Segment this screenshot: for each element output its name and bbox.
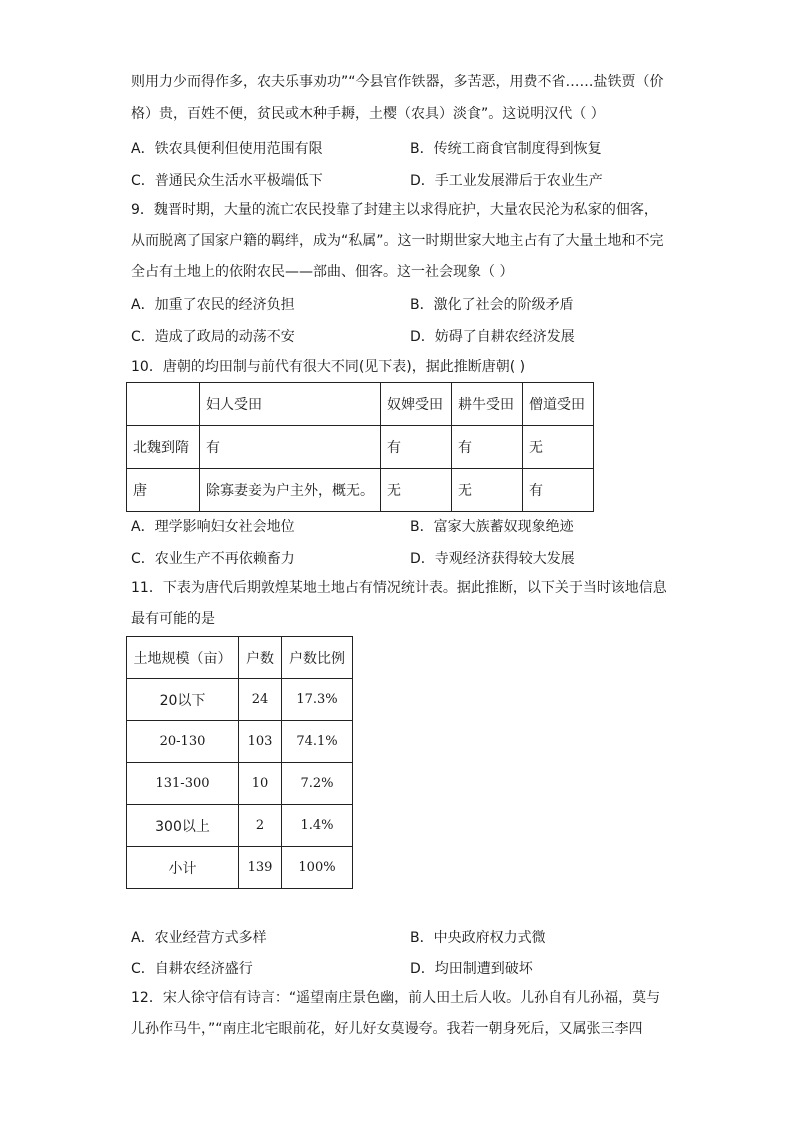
question-11-stem: 11．下表为唐代后期敦煌某地土地占有情况统计表。据此推断，以下关于当时该地信息	[131, 580, 667, 596]
table-row	[127, 721, 353, 763]
table-cell: 103	[239, 721, 282, 763]
table-cell: 户数比例	[282, 637, 353, 679]
passage-line: 则用力少而得作多，农夫乐事劝功”“今县官作铁器，多苦恶，用费不省……盐铁贾（价	[131, 74, 664, 90]
table-cell: 无	[452, 469, 523, 512]
table-cell: 100%	[282, 847, 353, 889]
table-cell: 74.1%	[282, 721, 353, 763]
option-d: D．寺观经济获得较大发展	[410, 551, 575, 567]
question-11-stem: 最有可能的是	[131, 611, 215, 627]
question-9-stem: 从而脱离了国家户籍的羁绊，成为“私属”。这一时期世家大地主占有了大量土地和不完	[131, 233, 664, 249]
table-row	[127, 847, 353, 889]
table-cell: 耕牛受田	[452, 383, 523, 426]
question-12-stem: 儿孙作马牛，”“南庄北宅眼前花，好儿好女莫谩夸。我若一朝身死后，又属张三李四	[131, 1021, 643, 1037]
table-cell: 24	[239, 679, 282, 721]
table-cell: 1.4%	[282, 805, 353, 847]
table-cell: 北魏到隋	[127, 426, 200, 469]
table-cell: 20以下	[127, 679, 239, 721]
option-a: A．农业经营方式多样	[131, 930, 267, 946]
table-cell: 2	[239, 805, 282, 847]
table-cell: 139	[239, 847, 282, 889]
table-row	[127, 679, 353, 721]
table-cell: 300以上	[127, 805, 239, 847]
option-b: B．传统工商食官制度得到恢复	[410, 141, 602, 157]
table-cell: 20-130	[127, 721, 239, 763]
table-cell	[127, 383, 200, 426]
option-b: B．富家大族蓄奴现象绝迹	[410, 519, 574, 535]
table-cell: 户数	[239, 637, 282, 679]
option-d: D．妨碍了自耕农经济发展	[410, 329, 575, 345]
table-cell: 土地规模（亩）	[127, 637, 239, 679]
question-10-stem: 10．唐朝的均田制与前代有很大不同(见下表)，据此推断唐朝( )	[131, 359, 526, 375]
passage-line: 格）贵，百姓不便，贫民或木种手耨，土樱（农具）淡食”。这说明汉代（ ）	[131, 106, 605, 122]
table-cell: 17.3%	[282, 679, 353, 721]
table-cell: 有	[452, 426, 523, 469]
land-holding-table	[126, 636, 353, 889]
table-cell: 奴婢受田	[381, 383, 452, 426]
table-cell: 小计	[127, 847, 239, 889]
option-d: D．均田制遭到破坏	[410, 961, 533, 977]
option-d: D．手工业发展滞后于农业生产	[410, 173, 603, 189]
table-row	[127, 763, 353, 805]
option-c: C．农业生产不再依赖畜力	[131, 551, 295, 567]
land-allocation-table	[126, 382, 594, 512]
table-header-row	[127, 637, 353, 679]
table-cell: 有	[523, 469, 594, 512]
table-cell: 唐	[127, 469, 200, 512]
table-row	[127, 469, 594, 512]
table-cell: 10	[239, 763, 282, 805]
table-cell: 有	[200, 426, 381, 469]
table-cell: 7.2%	[282, 763, 353, 805]
table-cell: 无	[523, 426, 594, 469]
table-cell: 僧道受田	[523, 383, 594, 426]
option-c: C．自耕农经济盛行	[131, 961, 253, 977]
question-12-stem: 12．宋人徐守信有诗言：“遥望南庄景色幽，前人田土后人收。儿孙自有儿孙福，莫与	[131, 990, 661, 1006]
table-cell: 无	[381, 469, 452, 512]
table-row	[127, 426, 594, 469]
option-b: B．激化了社会的阶级矛盾	[410, 297, 574, 313]
option-c: C．普通民众生活水平极端低下	[131, 173, 323, 189]
option-b: B．中央政府权力式微	[410, 930, 546, 946]
question-9-stem: 9．魏晋时期，大量的流亡农民投靠了封建主以求得庇护，大量农民沦为私家的佃客，	[131, 202, 658, 218]
option-a: A．理学影响妇女社会地位	[131, 519, 295, 535]
table-header-row	[127, 383, 594, 426]
table-cell: 131-300	[127, 763, 239, 805]
table-row	[127, 805, 353, 847]
option-a: A．铁农具便利但使用范围有限	[131, 141, 323, 157]
question-9-stem: 全占有土地上的依附农民——部曲、佃客。这一社会现象（ ）	[131, 264, 514, 280]
option-c: C．造成了政局的动荡不安	[131, 329, 295, 345]
table-cell: 除寡妻妾为户主外，概无。	[200, 469, 381, 512]
table-cell: 有	[381, 426, 452, 469]
table-cell: 妇人受田	[200, 383, 381, 426]
option-a: A．加重了农民的经济负担	[131, 297, 295, 313]
